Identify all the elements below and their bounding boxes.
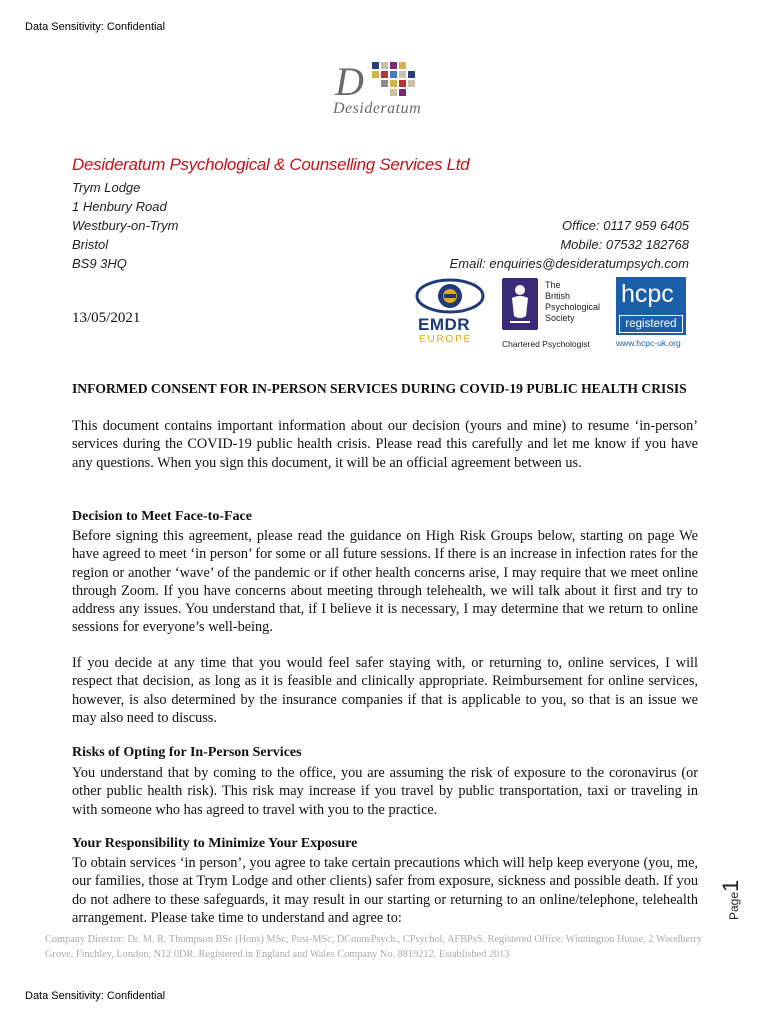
page-number-block (718, 880, 748, 930)
document-title: INFORMED CONSENT FOR IN-PERSON SERVICES DURING COVID-19 PUBLIC HEALTH CRISIS (72, 381, 687, 396)
address-line: Westbury-on-Trym (72, 218, 179, 233)
bps-line: Society (545, 313, 575, 323)
bps-crest-icon (502, 278, 538, 330)
emdr-europe-text: EUROPE (419, 334, 473, 345)
page-number: 1 (718, 879, 743, 892)
mobile-phone: Mobile: 07532 182768 (560, 237, 689, 252)
emdr-europe-badge (414, 276, 486, 348)
page-label: Page (727, 891, 741, 920)
address-line: Trym Lodge (72, 180, 141, 195)
address-line: BS9 3HQ (72, 256, 127, 271)
company-name: Desideratum Psychological & Counselling Services Ltd (72, 155, 470, 174)
bps-caption: Chartered Psychologist (502, 339, 590, 349)
contact-block (450, 216, 689, 273)
bps-line: The (545, 280, 561, 290)
intro-paragraph: This document contains important information about our decision (yours and mine) to resume ‘in-person’ services during the COVID-19 public health crisis. Please read this carefully and let me know if you have any questions. When you sign this document, it will be an official agreement between us. (72, 418, 698, 471)
decision-paragraph-1: Before signing this agreement, please read the guidance on High Risk Groups below, starting on page We have agreed to meet ‘in person’ for some or all future sessions. If there is an increase in infection rates for the region or another ‘wave’ of the pandemic or if other health concerns arise, I may require that we meet online through Zoom. If you have concerns about meeting through telehealth, we will talk about it first and try to address any issues. You understand that, if I believe it is necessary, I may determine that we return to online sessions for everyone’s well-being. (72, 528, 698, 636)
hcpc-logo-text: hcpc (621, 280, 674, 308)
risks-paragraph: You understand that by coming to the office, you are assuming the risk of exposure to the coronavirus (or other public health risk). This risk may increase if you travel by public transportation, taxi or traveling in with someone who has agreed to travel with you to the practice. (72, 765, 698, 818)
company-footer: Company Director: Dr. M. R. Thompson BSc (Hons) MSc, Post-MSc, DCounsPsych., CPsychol, AFBPsS. Registered Office: Winnington House, 2 Woodberry Grove, Finchley, London, N12 0DR. Registered in England and Wales Company No. 8819212. Established 2013 (45, 934, 702, 960)
sensitivity-label-top: Data Sensitivity: Confidential (25, 21, 166, 33)
decision-heading: Decision to Meet Face-to-Face (72, 509, 252, 524)
address-line: 1 Henbury Road (72, 199, 167, 214)
logo-letter: D (335, 59, 364, 104)
sensitivity-label-bottom: Data Sensitivity: Confidential (25, 990, 166, 1002)
responsibility-heading: Your Responsibility to Minimize Your Exposure (72, 836, 358, 851)
responsibility-paragraph: To obtain services ‘in person’, you agree to take certain precautions which will help keep everyone (you, me, our families, those at Trym Lodge and other clients) safer from exposure, sickness and possible death. If you do not adhere to these safeguards, it may result in our starting or returning to an online/telephone, telehealth arrangement. Please take time to understand and agree to: (72, 855, 698, 926)
logo-wordmark: Desideratum (333, 100, 422, 117)
hcpc-url: www.hcpc-uk.org (616, 338, 681, 348)
hcpc-box (616, 277, 686, 335)
bps-badge (500, 278, 605, 350)
emdr-text: EMDR (418, 315, 471, 334)
desideratum-logo (330, 60, 440, 122)
hcpc-registered-text: registered (619, 315, 683, 333)
bps-line: Psychological (545, 302, 601, 312)
hcpc-badge (616, 277, 688, 349)
email-address: Email: enquiries@desideratumpsych.com (449, 256, 689, 271)
risks-heading: Risks of Opting for In-Person Services (72, 745, 302, 760)
bps-line: British (545, 291, 571, 301)
office-phone: Office: 0117 959 6405 (562, 218, 689, 233)
emdr-eye-icon (414, 276, 486, 316)
address-block (72, 178, 178, 273)
address-line: Bristol (72, 237, 109, 252)
decision-paragraph-2: If you decide at any time that you would feel safer staying with, or returning to, online services, I will respect that decision, as long as it is feasible and clinically appropriate. Reimbursement for online services, however, is also determined by the insurance companies if that is applicable to you, so that is an issue we may also need to discuss. (72, 655, 698, 726)
letter-date: 13/05/2021 (72, 310, 141, 326)
